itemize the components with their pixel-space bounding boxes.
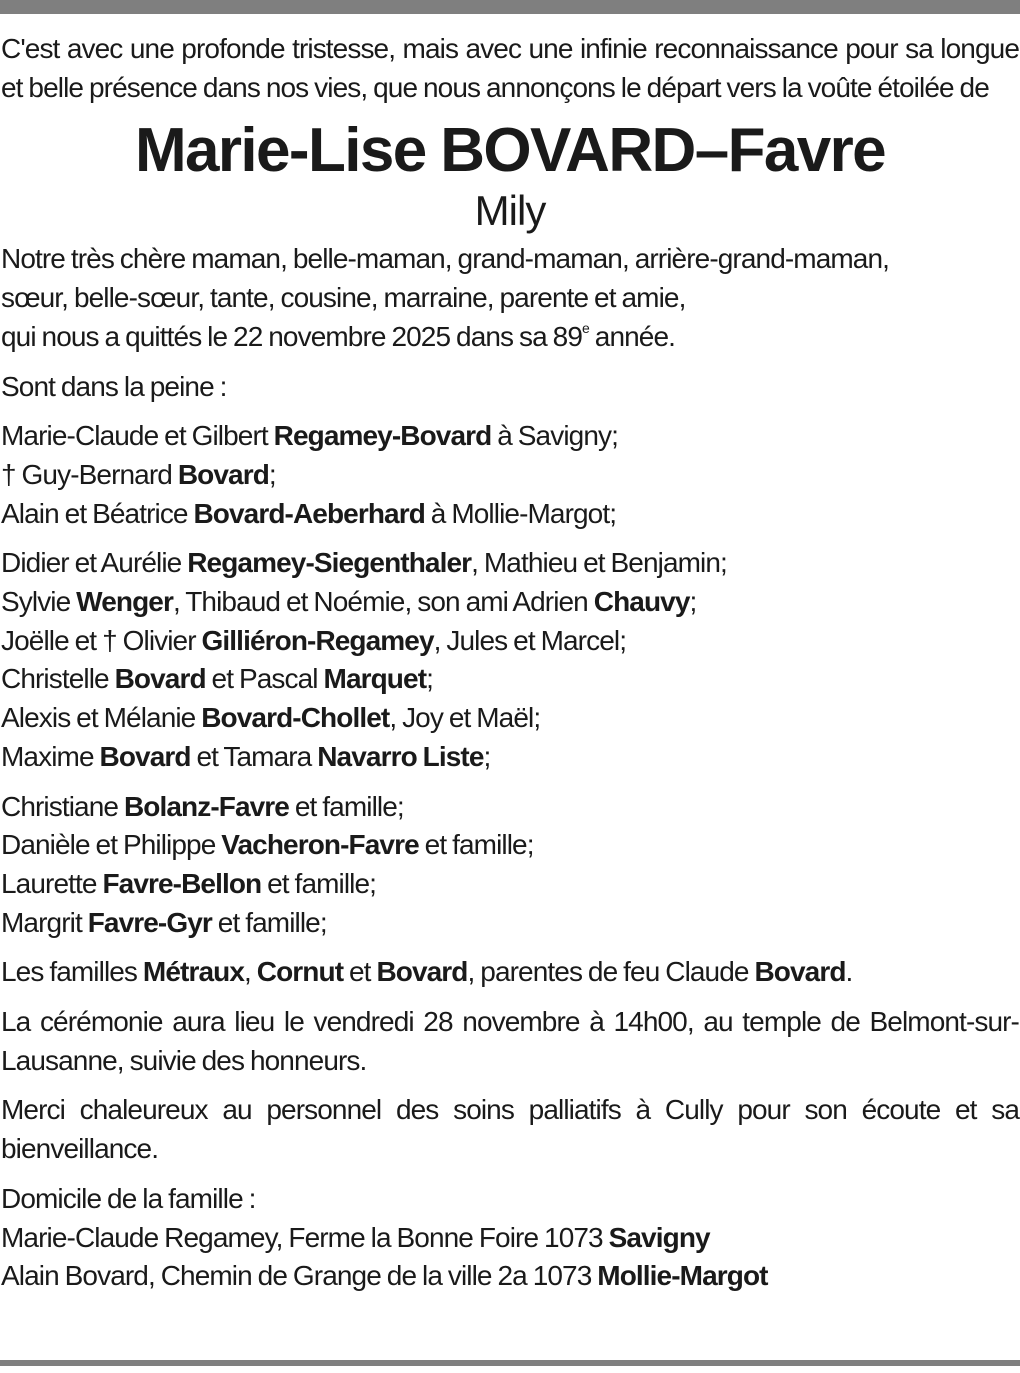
mourner-line: Maxime Bovard et Tamara Navarro Liste; bbox=[1, 740, 491, 772]
obituary-notice bbox=[1, 30, 1019, 1296]
mourner-line: Danièle et Philippe Vacheron-Favre et famille; bbox=[1, 829, 534, 861]
families-line: Les familles Métraux, Cornut et Bovard, parentes de feu Claude Bovard. bbox=[1, 956, 853, 988]
mourner-line: Joëlle et † Olivier Gilliéron-Regamey, Jules et Marcel; bbox=[1, 624, 627, 656]
mourner-line: Alexis et Mélanie Bovard-Chollet, Joy et Maël; bbox=[1, 702, 541, 734]
mourner-line: Sylvie Wenger, Thibaud et Noémie, son ami Adrien Chauvy; bbox=[1, 586, 697, 618]
mourner-line: † Guy-Bernard Bovard; bbox=[1, 458, 276, 490]
domicile-address: Alain Bovard, Chemin de Grange de la ville 2a 1073 Mollie-Margot bbox=[1, 1260, 768, 1292]
relations-line-3: qui nous a quittés le 22 novembre 2025 dans sa 89e année. bbox=[1, 319, 676, 352]
mourners-heading: Sont dans la peine : bbox=[1, 370, 227, 402]
mourner-line: Didier et Aurélie Regamey-Siegenthaler, Mathieu et Benjamin; bbox=[1, 547, 727, 579]
mourners-group-children bbox=[1, 417, 1019, 533]
ceremony-paragraph: La cérémonie aura lieu le vendredi 28 novembre à 14h00, au temple de Belmont-sur-Lausanne, suivie des honneurs. bbox=[1, 1006, 1019, 1076]
domicile-block bbox=[1, 1180, 1019, 1296]
deceased-name: Marie-Lise BOVARD–Favre bbox=[134, 116, 886, 186]
domicile-address: Marie-Claude Regamey, Ferme la Bonne Foire 1073 Savigny bbox=[1, 1221, 710, 1253]
bottom-rule bbox=[0, 1360, 1020, 1366]
mourner-line: Marie-Claude et Gilbert Regamey-Bovard à Savigny; bbox=[1, 420, 618, 452]
mourners-group-siblings bbox=[1, 788, 1019, 943]
mourner-line: Alain et Béatrice Bovard-Aeberhard à Mollie-Margot; bbox=[1, 497, 617, 529]
relations-line-2: sœur, belle-sœur, tante, cousine, marraine, parente et amie, bbox=[1, 282, 686, 314]
mourner-line: Margrit Favre-Gyr et famille; bbox=[1, 906, 327, 938]
relations-paragraph bbox=[1, 240, 1019, 356]
intro-paragraph: C'est avec une profonde tristesse, mais avec une infinie reconnaissance pour sa longue et belle présence dans nos vies, que nous annonçons le départ vers la voûte étoilée de bbox=[1, 33, 1019, 103]
mourner-line: Christiane Bolanz-Favre et famille; bbox=[1, 790, 404, 822]
mourner-line: Christelle Bovard et Pascal Marquet; bbox=[1, 663, 434, 695]
top-rule bbox=[0, 0, 1020, 14]
deceased-nickname: Mily bbox=[474, 187, 546, 235]
thanks-paragraph: Merci chaleureux au personnel des soins palliatifs à Cully pour son écoute et sa bienveillance. bbox=[1, 1094, 1019, 1165]
ordinal-superscript: e bbox=[582, 319, 589, 336]
relations-line-1: Notre très chère maman, belle-maman, grand-maman, arrière-grand-maman, bbox=[1, 243, 890, 275]
mourners-group-grandchildren bbox=[1, 544, 1019, 776]
domicile-heading: Domicile de la famille : bbox=[1, 1182, 256, 1214]
mourner-line: Laurette Favre-Bellon et famille; bbox=[1, 867, 377, 899]
